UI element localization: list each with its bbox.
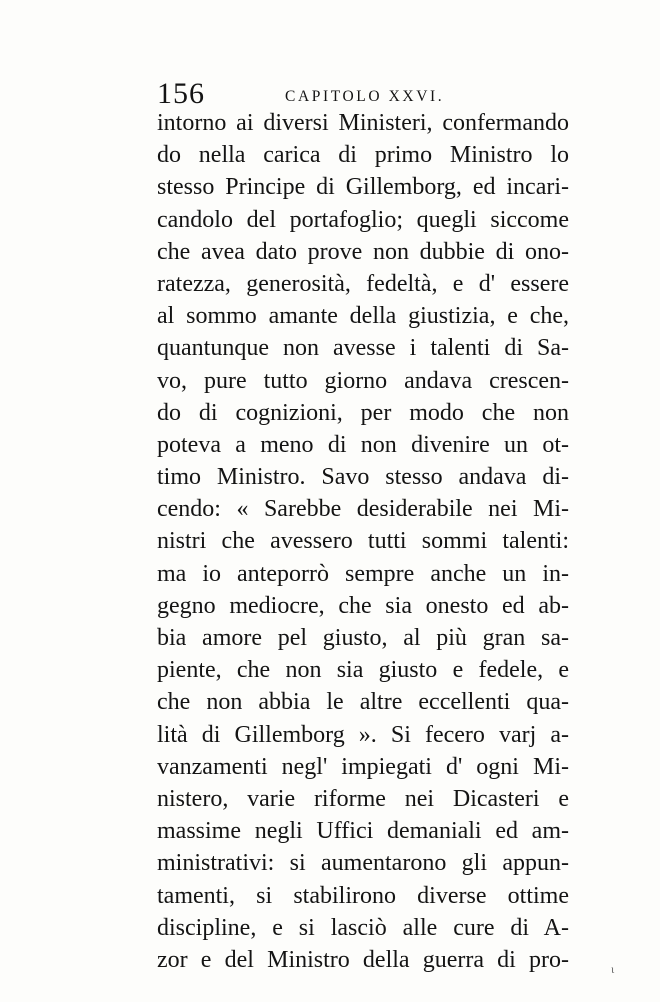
text-line: poteva a meno di non divenire un ot- [157,431,569,458]
text-line: al sommo amante della giustizia, e che, [157,303,569,330]
text-line: tamenti, si stabilirono diverse ottime [157,882,569,909]
text-line: quantunque non avesse i talenti di Sa- [157,335,569,362]
text-line: vanzamenti negl' impiegati d' ogni Mi- [157,753,569,780]
text-line: bia amore pel giusto, al più gran sa- [157,625,569,651]
page-header [157,78,577,110]
text-line: che avea dato prove non dubbie di ono- [157,238,569,265]
text-line: piente, che non sia giusto e fedele, e [157,657,569,684]
text-line: gegno mediocre, che sia onesto ed ab- [157,592,569,619]
running-head: CAPITOLO XXVI. [285,88,445,105]
text-line: candolo del portafoglio; quegli siccome [157,206,569,233]
text-line: nistero, varie riforme nei Dicasteri e [157,785,569,812]
text-line: cendo: « Sarebbe desiderabile nei Mi- [157,496,569,523]
body-text [157,107,569,976]
text-line: do nella carica di primo Ministro lo [157,142,569,169]
page-number: 156 [157,77,205,110]
text-line: intorno ai diversi Ministeri, confermando [157,110,569,136]
text-line: massime negli Uffici demaniali ed am- [157,818,569,845]
text-line: ma io anteporrò sempre anche un in- [157,560,569,587]
text-line: zor e del Ministro della guerra di pro- [157,946,569,973]
page-mark: ι [611,962,615,976]
text-line: che non abbia le altre eccellenti qua- [157,689,569,716]
text-line: nistri che avessero tutti sommi talenti: [157,528,569,555]
text-line: timo Ministro. Savo stesso andava di- [157,464,569,491]
text-line: lità di Gillemborg ». Si fecero varj a- [157,721,569,748]
text-line: do di cognizioni, per modo che non [157,399,569,426]
text-line: ratezza, generosità, fedeltà, e d' essere [157,270,569,297]
text-line: stesso Principe di Gillemborg, ed incari- [157,174,569,201]
text-line: ministrativi: si aumentarono gli appun- [157,850,569,877]
text-line: vo, pure tutto giorno andava crescen- [157,367,569,394]
text-line: discipline, e si lasciò alle cure di A- [157,914,569,941]
